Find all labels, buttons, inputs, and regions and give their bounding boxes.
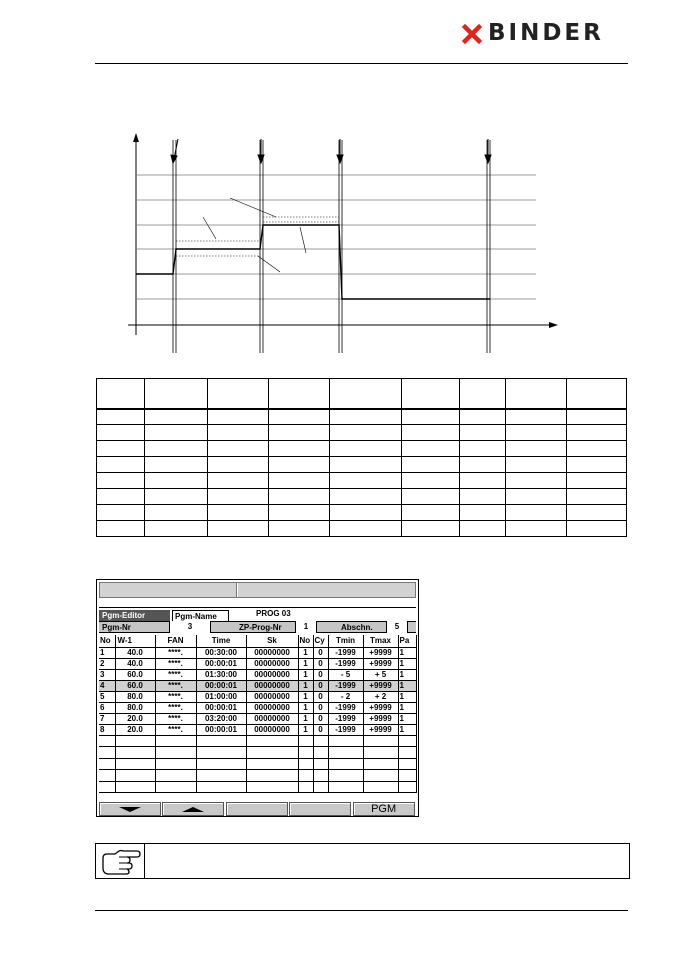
grid-cell[interactable]: -1999 (328, 702, 363, 713)
blank-table-cell (402, 441, 460, 457)
blank-table-cell (460, 409, 506, 425)
grid-empty-cell (246, 758, 298, 770)
grid-cell[interactable]: 00000000 (246, 647, 298, 658)
grid-header-cell: Cy (313, 635, 328, 647)
blank-table-cell (207, 441, 268, 457)
grid-cell[interactable]: ****. (155, 691, 196, 702)
section-markers (173, 140, 490, 353)
y-axis (133, 133, 139, 335)
grid-empty-cell (115, 735, 155, 747)
blank-table-cell (268, 425, 329, 441)
grid-empty-cell (99, 758, 115, 770)
blank-table-cell (329, 457, 402, 473)
grid-cell[interactable]: 1 (99, 647, 115, 658)
grid-cell[interactable]: 6 (99, 702, 115, 713)
softkey-bar (99, 802, 416, 816)
grid-empty-cell (328, 781, 363, 793)
blank-table-cell (144, 441, 207, 457)
zp-prog-nr-label: ZP-Prog-Nr (239, 623, 282, 632)
blank-table-cell (460, 521, 506, 537)
blank-table-row (97, 441, 627, 457)
arrow-up-icon (182, 807, 204, 812)
grid-empty-cell (115, 781, 155, 793)
grid-header-cell: Time (196, 635, 246, 647)
grid-empty-cell (298, 735, 313, 747)
blank-table-cell (329, 379, 402, 409)
grid-cell[interactable]: -1999 (328, 658, 363, 669)
blank-table-cell (268, 441, 329, 457)
abschn-value[interactable]: 5 (386, 621, 408, 633)
grid-empty-cell (246, 735, 298, 747)
grid-cell[interactable]: 8 (99, 724, 115, 735)
grid-empty-cell (155, 758, 196, 770)
grid-cell[interactable]: ****. (155, 647, 196, 658)
grid-header-cell: Pa (398, 635, 416, 647)
grid-empty-row (99, 758, 416, 770)
grid-cell[interactable]: ****. (155, 680, 196, 691)
grid-cell[interactable]: 1 (398, 658, 416, 669)
grid-empty-cell (313, 735, 328, 747)
blank-table-cell (144, 425, 207, 441)
grid-cell[interactable]: 0 (313, 680, 328, 691)
gridlines (136, 175, 536, 299)
blank-table-cell (97, 505, 145, 521)
blank-table-cell (402, 521, 460, 537)
grid-empty-cell (298, 747, 313, 759)
blank-table-cell (207, 457, 268, 473)
blank-table-cell (460, 379, 506, 409)
grid-empty-cell (398, 735, 416, 747)
blank-table-cell (460, 457, 506, 473)
blank-table-cell (207, 409, 268, 425)
grid-cell[interactable]: 0 (313, 724, 328, 735)
grid-cell[interactable]: 01:30:00 (196, 669, 246, 680)
grid-row[interactable] (99, 702, 416, 713)
blank-table-cell (268, 521, 329, 537)
blank-table-cell (402, 409, 460, 425)
blank-table-cell (460, 505, 506, 521)
grid-cell[interactable]: +9999 (363, 658, 398, 669)
grid-cell[interactable]: 2 (99, 658, 115, 669)
grid-empty-row (99, 781, 416, 793)
grid-cell[interactable]: 00000000 (246, 669, 298, 680)
blank-table-cell (144, 473, 207, 489)
grid-cell[interactable]: 5 (99, 691, 115, 702)
grid-row[interactable] (99, 658, 416, 669)
note-icon-cell (96, 844, 145, 878)
grid-header-cell: FAN (155, 635, 196, 647)
blank-table-cell (567, 441, 627, 457)
grid-empty-cell (313, 747, 328, 759)
grid-cell[interactable]: 00000000 (246, 702, 298, 713)
grid-empty-cell (313, 770, 328, 782)
grid-empty-cell (196, 781, 246, 793)
blank-table-row (97, 425, 627, 441)
grid-cell[interactable]: 00:30:00 (196, 647, 246, 658)
grid-cell[interactable]: 00:00:01 (196, 658, 246, 669)
grid-empty-cell (298, 758, 313, 770)
blank-table-cell (144, 521, 207, 537)
grid-row[interactable] (99, 691, 416, 702)
grid-cell[interactable]: 1 (298, 691, 313, 702)
blank-table-cell (144, 489, 207, 505)
grid-empty-cell (363, 781, 398, 793)
grid-cell[interactable]: -1999 (328, 680, 363, 691)
grid-cell[interactable]: 1 (398, 691, 416, 702)
grid-empty-cell (155, 747, 196, 759)
blank-table-cell (567, 505, 627, 521)
grid-cell[interactable]: 40.0 (115, 647, 155, 658)
grid-empty-cell (363, 747, 398, 759)
grid-cell[interactable]: 7 (99, 713, 115, 724)
screen-title-bar (99, 582, 416, 598)
blank-table-cell (329, 409, 402, 425)
grid-cell[interactable]: 0 (313, 658, 328, 669)
grid-empty-cell (328, 758, 363, 770)
grid-cell[interactable]: 80.0 (115, 691, 155, 702)
grid-empty-cell (246, 770, 298, 782)
blank-table-cell (268, 473, 329, 489)
grid-cell[interactable]: ****. (155, 658, 196, 669)
blank-table-cell (144, 379, 207, 409)
note-box (95, 843, 630, 879)
grid-cell[interactable]: 00:00:01 (196, 724, 246, 735)
softkey-button-blank[interactable] (226, 802, 288, 816)
blank-table-cell (268, 379, 329, 409)
grid-empty-cell (99, 781, 115, 793)
pointing-hand-icon (101, 848, 141, 876)
blank-table-cell (567, 521, 627, 537)
scroll-up-button[interactable] (162, 802, 224, 816)
grid-cell[interactable]: 1 (298, 647, 313, 658)
blank-table-cell (567, 409, 627, 425)
grid-empty-cell (196, 747, 246, 759)
blank-table-cell (402, 379, 460, 409)
blank-table-cell (97, 489, 145, 505)
blank-table-cell (97, 409, 145, 425)
blank-table-row (97, 489, 627, 505)
blank-table-cell (506, 489, 567, 505)
blank-table-cell (144, 409, 207, 425)
temperature-profile-diagram (118, 125, 566, 357)
grid-cell[interactable]: 00:00:01 (196, 680, 246, 691)
grid-cell[interactable]: 1 (298, 702, 313, 713)
grid-empty-cell (298, 770, 313, 782)
grid-row[interactable] (99, 680, 416, 691)
setpoint-curve (136, 225, 490, 299)
grid-empty-cell (196, 735, 246, 747)
grid-cell[interactable]: 60.0 (115, 669, 155, 680)
grid-cell[interactable]: 40.0 (115, 658, 155, 669)
blank-table-cell (460, 473, 506, 489)
blank-table-cell (402, 457, 460, 473)
header-rule (95, 63, 628, 64)
blank-table-cell (460, 489, 506, 505)
blank-table-cell (329, 505, 402, 521)
grid-cell[interactable]: 1 (398, 669, 416, 680)
brand-name: BINDER (488, 20, 604, 46)
pgm-name-label: Pgm-Name (172, 610, 229, 621)
grid-cell[interactable]: ****. (155, 669, 196, 680)
blank-table-cell (329, 425, 402, 441)
grid-empty-cell (99, 735, 115, 747)
grid-cell[interactable]: +9999 (363, 713, 398, 724)
annotation-leaders (203, 198, 306, 272)
grid-empty-cell (363, 770, 398, 782)
softkey-button-blank[interactable] (289, 802, 351, 816)
blank-table-cell (506, 521, 567, 537)
blank-table-header-row (97, 379, 627, 409)
grid-cell[interactable]: -1999 (328, 647, 363, 658)
footer-rule (95, 910, 628, 911)
blank-table-cell (402, 489, 460, 505)
grid-row[interactable] (99, 713, 416, 724)
blank-table-row (97, 457, 627, 473)
grid-cell[interactable]: ****. (155, 724, 196, 735)
grid-empty-cell (328, 770, 363, 782)
grid-empty-cell (363, 758, 398, 770)
grid-header-cell: W-1 (115, 635, 155, 647)
blank-table-cell (329, 441, 402, 457)
grid-cell[interactable]: 4 (99, 680, 115, 691)
grid-cell[interactable]: 80.0 (115, 702, 155, 713)
pgm-nr-value[interactable]: 3 (169, 621, 211, 633)
blank-table-row (97, 505, 627, 521)
x-axis (128, 322, 558, 328)
blank-table-cell (268, 505, 329, 521)
zp-prog-nr-value[interactable]: 1 (295, 621, 317, 633)
grid-cell[interactable]: 1 (398, 680, 416, 691)
grid-cell[interactable]: 1 (298, 669, 313, 680)
grid-empty-cell (196, 758, 246, 770)
grid-empty-row (99, 747, 416, 759)
blank-table-cell (207, 521, 268, 537)
grid-cell[interactable]: 00000000 (246, 680, 298, 691)
grid-empty-cell (398, 770, 416, 782)
grid-cell[interactable]: 1 (298, 658, 313, 669)
blank-table-cell (97, 425, 145, 441)
grid-cell[interactable]: +9999 (363, 702, 398, 713)
grid-cell[interactable]: 20.0 (115, 724, 155, 735)
blank-table-cell (144, 457, 207, 473)
grid-empty-cell (246, 747, 298, 759)
grid-empty-cell (298, 781, 313, 793)
binder-logo (462, 22, 628, 44)
grid-cell[interactable]: 00000000 (246, 724, 298, 735)
grid-empty-cell (246, 781, 298, 793)
grid-cell[interactable]: - 2 (328, 691, 363, 702)
grid-empty-cell (155, 781, 196, 793)
grid-empty-cell (99, 747, 115, 759)
blank-table-cell (460, 425, 506, 441)
blank-table-cell (402, 425, 460, 441)
program-section-grid (99, 635, 417, 793)
grid-cell[interactable]: + 2 (363, 691, 398, 702)
grid-cell[interactable]: 60.0 (115, 680, 155, 691)
grid-cell[interactable]: -1999 (328, 713, 363, 724)
grid-empty-cell (363, 735, 398, 747)
blank-table-cell (268, 409, 329, 425)
blank-table-cell (506, 425, 567, 441)
grid-row[interactable] (99, 724, 416, 735)
blank-table-cell (567, 457, 627, 473)
grid-cell[interactable]: 0 (313, 702, 328, 713)
grid-cell[interactable]: 1 (398, 647, 416, 658)
grid-empty-cell (155, 735, 196, 747)
blank-table-cell (144, 505, 207, 521)
blank-table-row (97, 473, 627, 489)
grid-empty-cell (115, 770, 155, 782)
grid-cell[interactable]: 00000000 (246, 713, 298, 724)
blank-table-cell (402, 505, 460, 521)
grid-cell[interactable]: ****. (155, 713, 196, 724)
grid-cell[interactable]: 1 (398, 713, 416, 724)
blank-table-cell (506, 457, 567, 473)
blank-table-cell (207, 489, 268, 505)
grid-empty-cell (328, 747, 363, 759)
blank-program-table (96, 378, 627, 537)
blank-table-cell (97, 473, 145, 489)
blank-table-cell (207, 505, 268, 521)
grid-cell[interactable]: 0 (313, 691, 328, 702)
grid-header-cell: No (298, 635, 313, 647)
pgm-nr-label: Pgm-Nr (102, 623, 131, 632)
blank-table-row (97, 409, 627, 425)
abschn-label: Abschn. (341, 623, 373, 632)
blank-table-cell (567, 473, 627, 489)
program-info-row (99, 621, 416, 633)
grid-cell[interactable]: - 5 (328, 669, 363, 680)
grid-cell[interactable]: 01:00:00 (196, 691, 246, 702)
blank-table-cell (207, 425, 268, 441)
marker-arrows (171, 139, 491, 163)
blank-table-cell (506, 505, 567, 521)
blank-table-cell (402, 473, 460, 489)
grid-empty-cell (155, 770, 196, 782)
grid-empty-cell (398, 758, 416, 770)
blank-table-cell (506, 473, 567, 489)
grid-header-cell: Tmin (328, 635, 363, 647)
blank-table-cell (97, 457, 145, 473)
binder-logo-mark-icon (462, 24, 482, 44)
controller-program-editor-screen (96, 579, 419, 817)
grid-cell[interactable]: ****. (155, 702, 196, 713)
blank-table-cell (567, 379, 627, 409)
blank-table-cell (329, 473, 402, 489)
grid-empty-cell (99, 770, 115, 782)
blank-table-cell (567, 489, 627, 505)
tolerance-bands (176, 217, 339, 256)
grid-cell[interactable]: 1 (298, 724, 313, 735)
blank-table-cell (506, 441, 567, 457)
grid-empty-cell (398, 747, 416, 759)
grid-header-cell: Sk (246, 635, 298, 647)
blank-table-cell (97, 521, 145, 537)
blank-table-cell (268, 489, 329, 505)
grid-header-cell: No (99, 635, 115, 647)
grid-empty-cell (313, 758, 328, 770)
grid-cell[interactable]: -1999 (328, 724, 363, 735)
grid-empty-cell (115, 758, 155, 770)
grid-cell[interactable]: 0 (313, 669, 328, 680)
pgm-editor-label: Pgm-Editor (99, 610, 170, 621)
grid-cell[interactable]: +9999 (363, 724, 398, 735)
pgm-button[interactable] (353, 802, 415, 816)
grid-cell[interactable]: 20.0 (115, 713, 155, 724)
blank-table-cell (567, 425, 627, 441)
grid-empty-cell (328, 735, 363, 747)
grid-empty-cell (115, 747, 155, 759)
grid-cell[interactable]: 1 (298, 680, 313, 691)
grid-cell[interactable]: + 5 (363, 669, 398, 680)
blank-table-cell (97, 441, 145, 457)
grid-cell[interactable]: 1 (398, 702, 416, 713)
blank-table-cell (97, 379, 145, 409)
grid-header-row (99, 635, 416, 647)
pgm-button-label: PGM (371, 803, 397, 815)
grid-empty-row (99, 735, 416, 747)
grid-header-cell: Tmax (363, 635, 398, 647)
grid-row[interactable] (99, 669, 416, 680)
grid-cell[interactable]: 00000000 (246, 658, 298, 669)
grid-empty-cell (313, 781, 328, 793)
grid-cell[interactable]: +9999 (363, 680, 398, 691)
grid-cell[interactable]: 0 (313, 713, 328, 724)
grid-cell[interactable]: 1 (298, 713, 313, 724)
arrow-down-icon (119, 807, 141, 812)
grid-cell[interactable]: 00:00:01 (196, 702, 246, 713)
grid-empty-cell (196, 770, 246, 782)
pgm-name-value[interactable]: PROG 03 (256, 609, 291, 618)
blank-table-cell (207, 379, 268, 409)
blank-table-cell (329, 489, 402, 505)
blank-table-cell (207, 473, 268, 489)
grid-cell[interactable]: 0 (313, 647, 328, 658)
grid-cell[interactable]: 1 (398, 724, 416, 735)
blank-table-cell (460, 441, 506, 457)
grid-empty-cell (398, 781, 416, 793)
blank-table-cell (268, 457, 329, 473)
blank-table-cell (506, 379, 567, 409)
grid-row[interactable] (99, 647, 416, 658)
blank-table-cell (329, 521, 402, 537)
blank-table-cell (506, 409, 567, 425)
grid-cell[interactable]: 3 (99, 669, 115, 680)
grid-cell[interactable]: 03:20:00 (196, 713, 246, 724)
grid-empty-row (99, 770, 416, 782)
blank-table-row (97, 521, 627, 537)
grid-cell[interactable]: +9999 (363, 647, 398, 658)
scroll-down-button[interactable] (99, 802, 161, 816)
grid-cell[interactable]: 00000000 (246, 691, 298, 702)
